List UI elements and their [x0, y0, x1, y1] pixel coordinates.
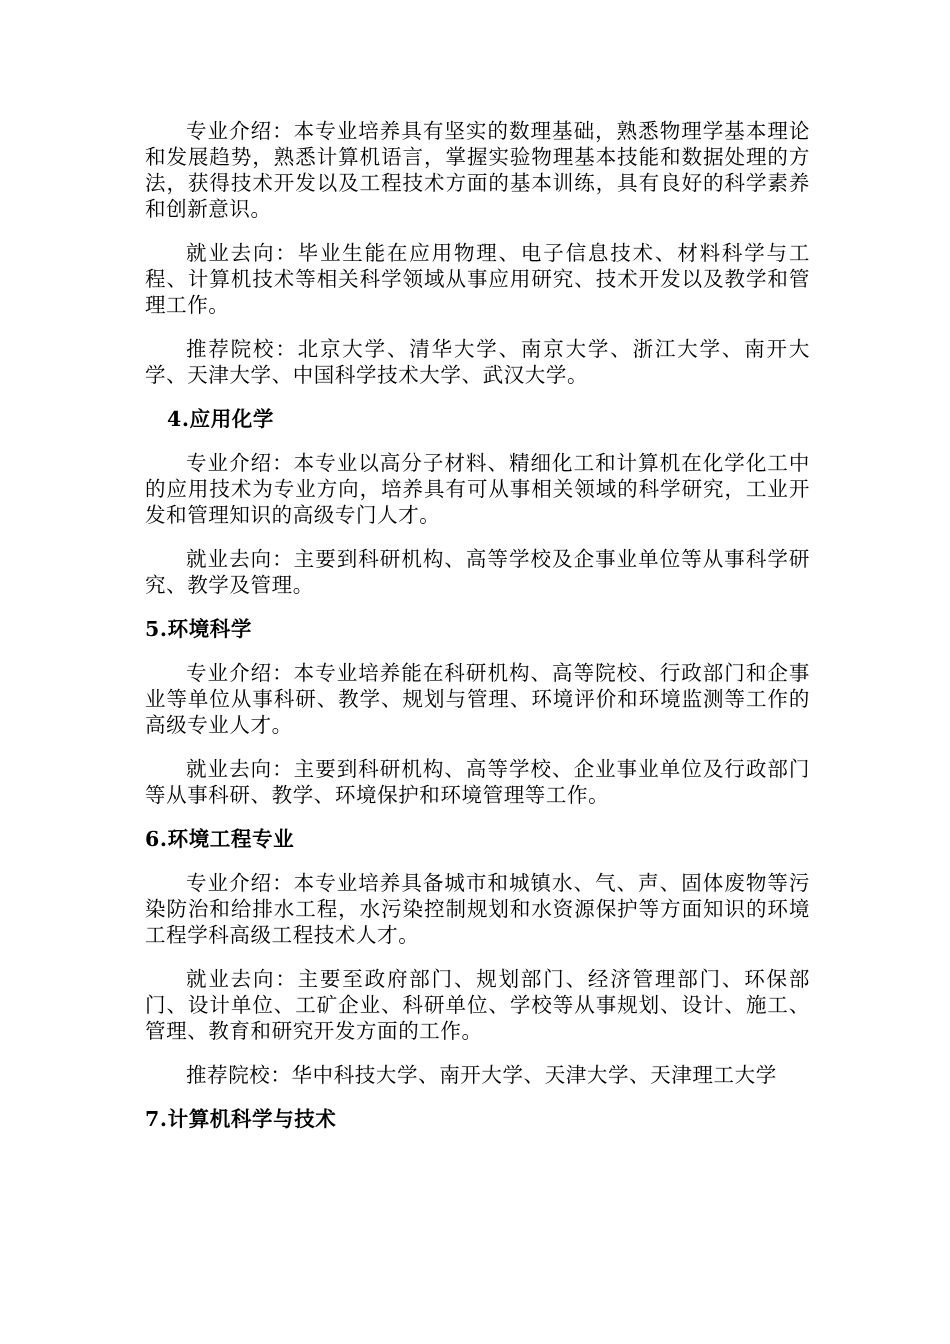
- document-body: [145, 118, 810, 1150]
- paragraph-physics-intro: 专业介绍：本专业培养具有坚实的数理基础，熟悉物理学基本理论和发展趋势，熟悉计算机语言，掌握实验物理基本技能和数据处理的方法，获得技术开发以及工程技术方面的基本训练，具有良好的科学素养和创新意识。: [145, 119, 810, 221]
- paragraph-physics-schools: 推荐院校：北京大学、清华大学、南京大学、浙江大学、南开大学、天津大学、中国科学技术大学、武汉大学。: [145, 337, 810, 387]
- paragraph-enveng-employment: 就业去向：主要至政府部门、规划部门、经济管理部门、环保部门、设计单位、工矿企业、科研单位、学校等从事规划、设计、施工、管理、教育和研究开发方面的工作。: [145, 967, 810, 1043]
- paragraph-enveng-schools: 推荐院校：华中科技大学、南开大学、天津大学、天津理工大学: [186, 1063, 777, 1087]
- heading-environmental-engineering: 6.环境工程专业: [145, 827, 295, 851]
- paragraph-envsci-intro: 专业介绍：本专业培养能在科研机构、高等院校、行政部门和企事业等单位从事科研、教学、规划与管理、环境评价和环境监测等工作的高级专业人才。: [145, 661, 810, 737]
- paragraph-physics-employment: 就业去向：毕业生能在应用物理、电子信息技术、材料科学与工程、计算机技术等相关科学领域从事应用研究、技术开发以及教学和管理工作。: [145, 241, 810, 317]
- heading-computer-science: 7.计算机科学与技术: [145, 1107, 337, 1131]
- heading-environmental-science: 5.环境科学: [145, 617, 253, 641]
- paragraph-chemistry-intro: 专业介绍：本专业以高分子材料、精细化工和计算机在化学化工中的应用技术为专业方向，培养具有可从事相关领域的科学研究，工业开发和管理知识的高级专门人才。: [145, 451, 810, 527]
- paragraph-enveng-intro: 专业介绍：本专业培养具备城市和城镇水、气、声、固体废物等污染防治和给排水工程，水污染控制规划和水资源保护等方面知识的环境工程学科高级工程技术人才。: [145, 871, 810, 947]
- paragraph-envsci-employment: 就业去向：主要到科研机构、高等学校、企业事业单位及行政部门等从事科研、教学、环境保护和环境管理等工作。: [145, 757, 810, 807]
- heading-applied-chemistry: 4.应用化学: [167, 407, 275, 431]
- paragraph-chemistry-employment: 就业去向：主要到科研机构、高等学校及企事业单位等从事科学研究、教学及管理。: [145, 547, 810, 597]
